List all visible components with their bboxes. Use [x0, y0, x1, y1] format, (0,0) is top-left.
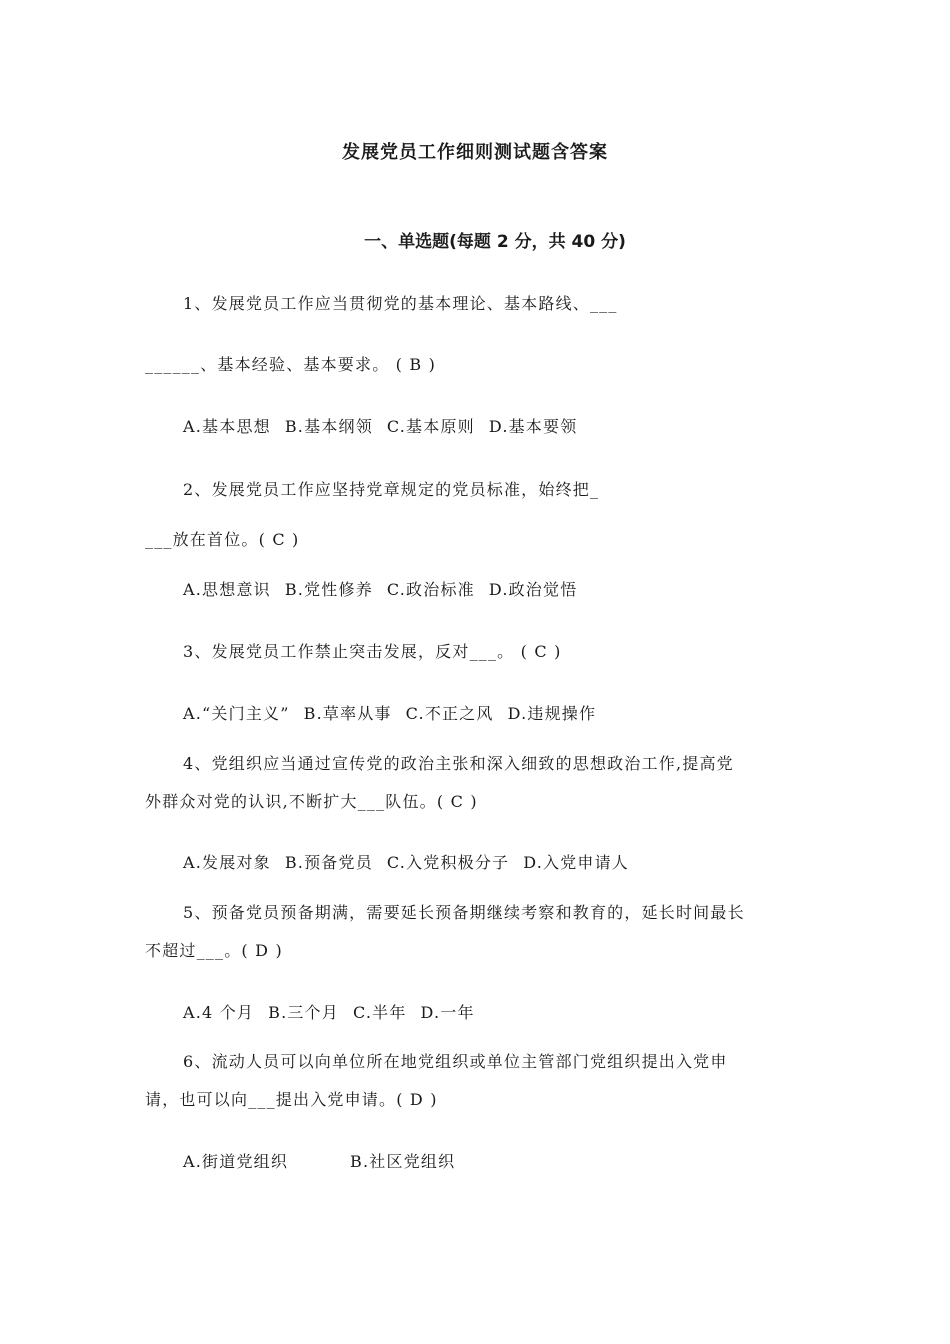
question-6-line-2: 请，也可以向___提出入党申请。( D ): [145, 1090, 438, 1109]
question-3-line-1: 3、发展党员工作禁止突击发展，反对___。 ( C ): [183, 642, 562, 661]
question-4-options: [183, 850, 643, 873]
option-b: B.草率从事: [303, 704, 392, 723]
option-c: C.基本原则: [386, 417, 475, 436]
option-b: B.基本纲领: [284, 417, 373, 436]
question-2-options: [183, 577, 591, 600]
option-b: B.预备党员: [284, 853, 373, 872]
question-6-options: [183, 1149, 469, 1172]
question-4-line-1: 4、党组织应当通过宣传党的政治主张和深入细致的思想政治工作,提高党: [183, 754, 734, 773]
option-a: A.街道党组织: [183, 1152, 289, 1171]
question-1-line-1: 1、发展党员工作应当贯彻党的基本理论、基本路线、___: [183, 294, 618, 313]
question-4-line-2: 外群众对党的认识,不断扩大___队伍。( C ): [145, 792, 478, 811]
option-b: B.社区党组织: [350, 1152, 456, 1171]
option-b: B.三个月: [268, 1003, 339, 1022]
question-5-line-2: 不超过___。( D ): [145, 941, 283, 960]
question-3-options: [183, 701, 610, 724]
question-6-line-1: 6、流动人员可以向单位所在地党组织或单位主管部门党组织提出入党申: [183, 1052, 728, 1071]
option-a: A.“关门主义”: [183, 704, 290, 723]
option-d: D.一年: [420, 1003, 475, 1022]
question-5-line-1: 5、预备党员预备期满，需要延长预备期继续考察和教育的，延长时间最长: [183, 903, 745, 922]
option-a: A.思想意识: [183, 580, 271, 599]
question-1-line-2: ______、基本经验、基本要求。 ( B ): [145, 355, 437, 374]
option-a: A.发展对象: [183, 853, 271, 872]
section-heading: 一、单选题(每题 2 分，共 40 分): [364, 232, 626, 252]
option-c: C.半年: [352, 1003, 407, 1022]
option-a: A.4 个月: [183, 1003, 255, 1022]
option-b: B.党性修养: [284, 580, 373, 599]
question-2-line-1: 2、发展党员工作应坚持党章规定的党员标准，始终把_: [183, 480, 600, 499]
option-d: D.政治觉悟: [488, 580, 578, 599]
document-title: 发展党员工作细则测试题含答案: [342, 142, 608, 163]
option-c: C.不正之风: [405, 704, 494, 723]
question-1-options: [183, 414, 591, 437]
option-a: A.基本思想: [183, 417, 271, 436]
option-d: D.入党申请人: [523, 853, 629, 872]
option-c: C.入党积极分子: [386, 853, 510, 872]
question-2-line-2: ___放在首位。( C ): [145, 530, 300, 549]
option-d: D.违规操作: [507, 704, 597, 723]
option-d: D.基本要领: [488, 417, 578, 436]
question-5-options: [183, 1000, 489, 1023]
option-c: C.政治标准: [386, 580, 475, 599]
